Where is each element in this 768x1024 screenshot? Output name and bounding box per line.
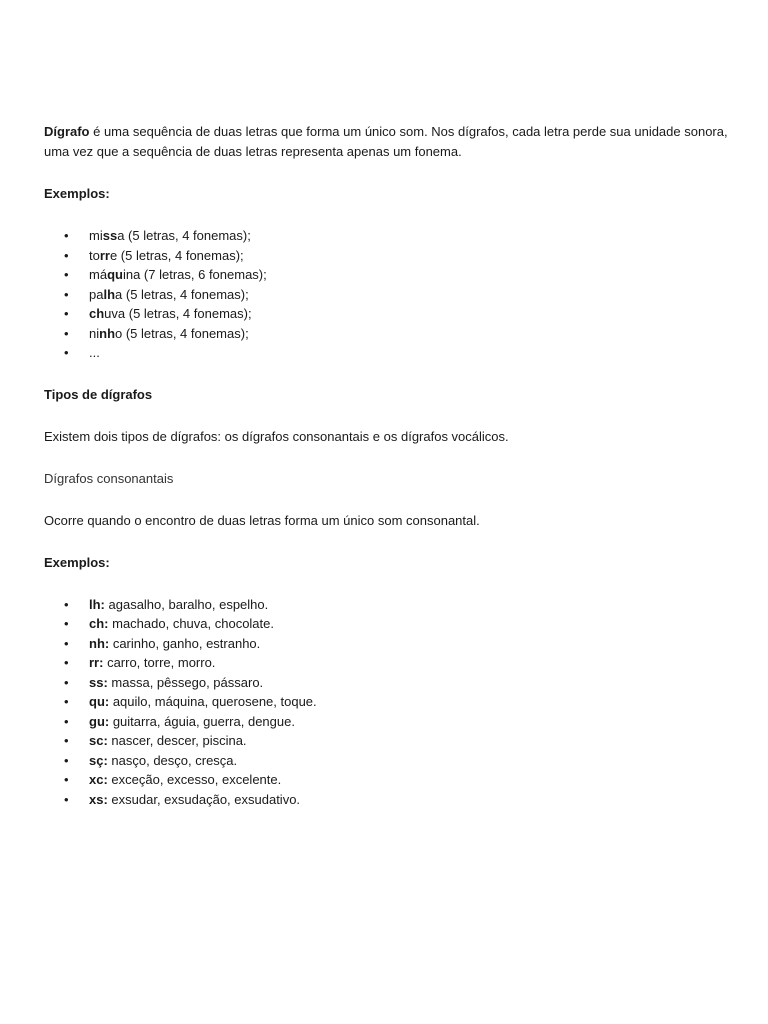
word-suffix: e (5 letras, 4 fonemas); [109,247,244,263]
word-suffix: a (5 letras, 4 fonemas); [115,286,249,302]
digraph-examples: nascer, descer, piscina. [107,733,247,748]
bullet-icon: • [64,325,69,341]
digraph-highlight: nh [99,325,116,341]
digraph-highlight: ss [102,228,118,243]
list-item [44,343,734,363]
bullet-icon: • [64,733,69,748]
digraph-label: lh: [89,596,105,612]
list-item [44,673,734,693]
digraph-highlight: qu [107,267,123,282]
bullet-icon: • [64,674,69,690]
word-suffix: uva (5 letras, 4 fonemas); [104,306,252,321]
list-item [44,770,734,790]
consonant-subheading: Dígrafos consonantais [44,470,174,486]
digraph-examples: aquilo, máquina, querosene, toque. [109,694,317,709]
digraph-label: sç: [89,752,108,768]
bullet-icon: • [64,752,69,768]
bullet-icon: • [64,616,69,631]
list-item [44,595,734,615]
digraph-label: ch: [89,616,109,631]
bullet-icon: • [64,345,69,360]
word-suffix: ... [89,345,100,360]
bullet-icon: • [64,247,69,263]
digraph-examples: machado, chuva, chocolate. [108,616,274,631]
document-body [44,122,734,831]
digraph-examples: exceção, excesso, excelente. [107,772,282,787]
list-item [44,634,734,654]
bullet-icon: • [64,635,69,651]
examples-heading-2: Exemplos: [44,554,110,570]
intro-paragraph [44,122,734,162]
bullet-icon: • [64,772,69,787]
digraph-examples: carinho, ganho, estranho. [109,635,261,651]
digraph-label: xc: [89,772,108,787]
word-prefix: má [89,267,108,282]
digraph-examples: massa, pêssego, pássaro. [107,674,264,690]
examples-list-2 [44,595,734,810]
bullet-icon: • [64,655,69,670]
list-item [44,324,734,344]
bullet-icon: • [64,791,69,807]
types-heading: Tipos de dígrafos [44,386,153,402]
examples-list-1 [44,226,734,363]
list-item [44,712,734,732]
digraph-label: nh: [89,635,110,651]
list-item [44,614,734,634]
digraph-label: rr: [89,655,104,670]
digraph-highlight: lh [103,286,116,302]
list-item [44,265,734,285]
digraph-label: gu: [89,713,110,729]
bullet-icon: • [64,713,69,729]
bullet-icon: • [64,286,69,302]
bullet-icon: • [64,306,69,321]
word-suffix: o (5 letras, 4 fonemas); [115,325,249,341]
word-suffix: a (5 letras, 4 fonemas); [117,228,251,243]
word-suffix: ina (7 letras, 6 fonemas); [122,267,267,282]
digraph-examples: nasço, desço, cresça. [107,752,238,768]
list-item [44,285,734,305]
digraph-label: ss: [89,674,108,690]
digraph-examples: agasalho, baralho, espelho. [104,596,269,612]
digraph-examples: exsudar, exsudação, exsudativo. [107,791,301,807]
digraph-highlight: rr [99,247,110,263]
digraph-label: sc: [89,733,108,748]
consonant-paragraph: Ocorre quando o encontro de duas letras forma um único som consonantal. [44,512,480,528]
list-item [44,692,734,712]
word-prefix: ni [89,325,100,341]
bullet-icon: • [64,596,69,612]
intro-text: é uma sequência de duas letras que forma um único som. Nos dígrafos, cada letra perde sua unidade sonora, uma vez que a sequência de duas letras representa apenas um fonema. [44,124,728,159]
word-prefix: pa [89,286,104,302]
list-item [44,731,734,751]
digraph-label: qu: [89,694,110,709]
digraph-examples: guitarra, águia, guerra, dengue. [109,713,295,729]
digraph-examples: carro, torre, morro. [103,655,216,670]
bullet-icon: • [64,694,69,709]
digraph-label: xs: [89,791,108,807]
list-item [44,653,734,673]
word-prefix: mi [89,228,103,243]
word-prefix: to [89,247,100,263]
bullet-icon: • [64,267,69,282]
list-item [44,246,734,266]
bullet-icon: • [64,228,69,243]
digraph-highlight: ch [89,306,105,321]
list-item [44,790,734,810]
examples-heading-1: Exemplos: [44,186,110,201]
types-paragraph: Existem dois tipos de dígrafos: os dígrafos consonantais e os dígrafos vocálicos. [44,428,509,444]
list-item [44,226,734,246]
list-item [44,751,734,771]
list-item [44,304,734,324]
intro-term: Dígrafo [44,124,90,139]
